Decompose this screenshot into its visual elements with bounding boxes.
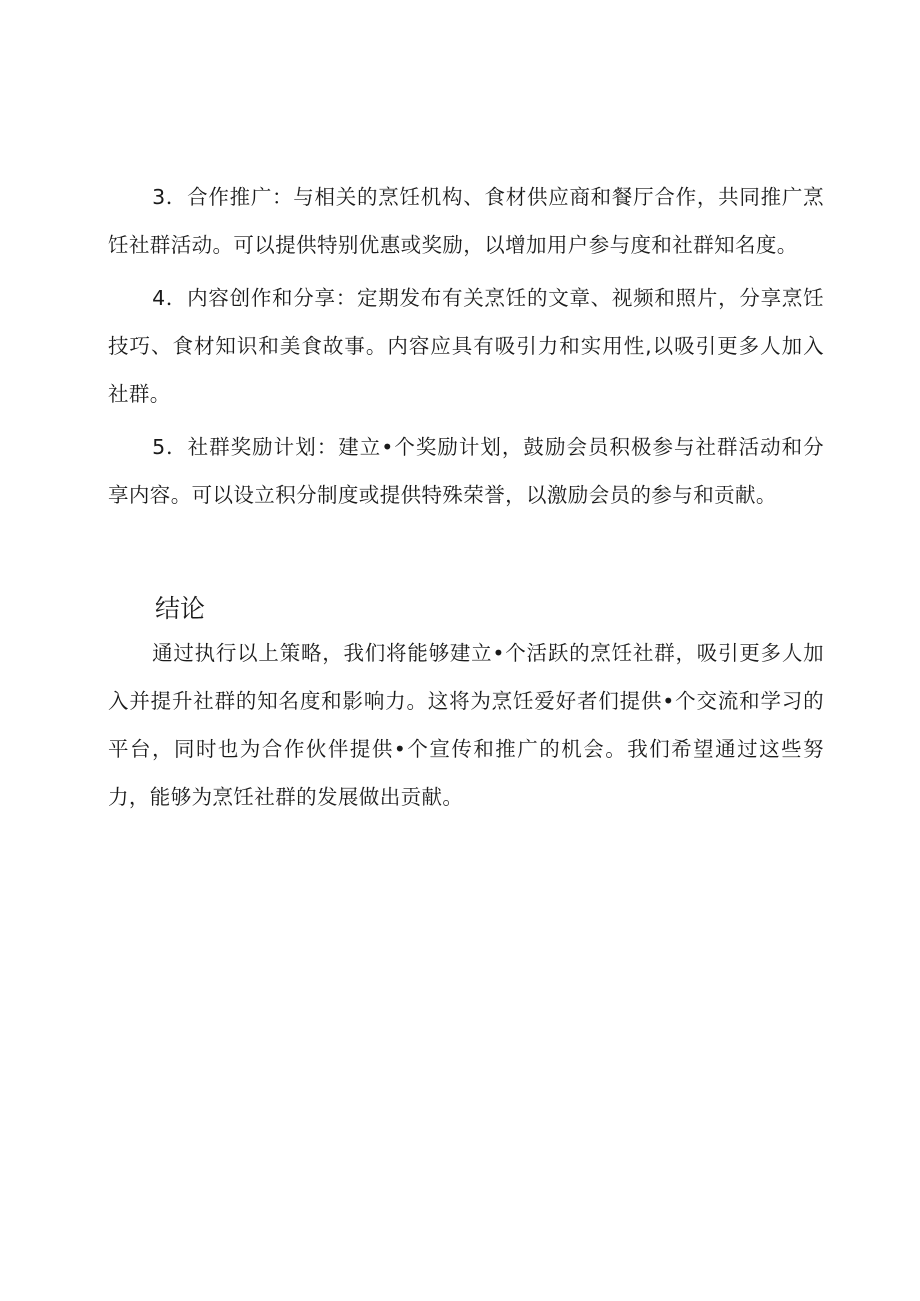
strategy-item-5: 5．社群奖励计划：建立•个奖励计划，鼓励会员积极参与社群活动和分享内容。可以设立积分制度或提供特殊荣誉，以激励会员的参与和贡献。 (108, 435, 824, 507)
document-body (108, 173, 824, 826)
conclusion-heading: 结论 (155, 594, 206, 623)
conclusion-paragraph: 通过执行以上策略，我们将能够建立•个活跃的烹饪社群，吸引更多人加入并提升社群的知名度和影响力。这将为烹饪爱好者们提供•个交流和学习的平台，同时也为合作伙伴提供•个宣传和推广的机会。我们希望通过这些努力，能够为烹饪社群的发展做出贡献。 (108, 641, 824, 809)
strategy-item-4: 4．内容创作和分享：定期发布有关烹饪的文章、视频和照片，分享烹饪技巧、食材知识和美食故事。内容应具有吸引力和实用性,以吸引更多人加入社群。 (108, 286, 824, 406)
strategy-item-3: 3．合作推广：与相关的烹饪机构、食材供应商和餐厅合作，共同推广烹饪社群活动。可以提供特别优惠或奖励，以增加用户参与度和社群知名度。 (108, 185, 824, 257)
